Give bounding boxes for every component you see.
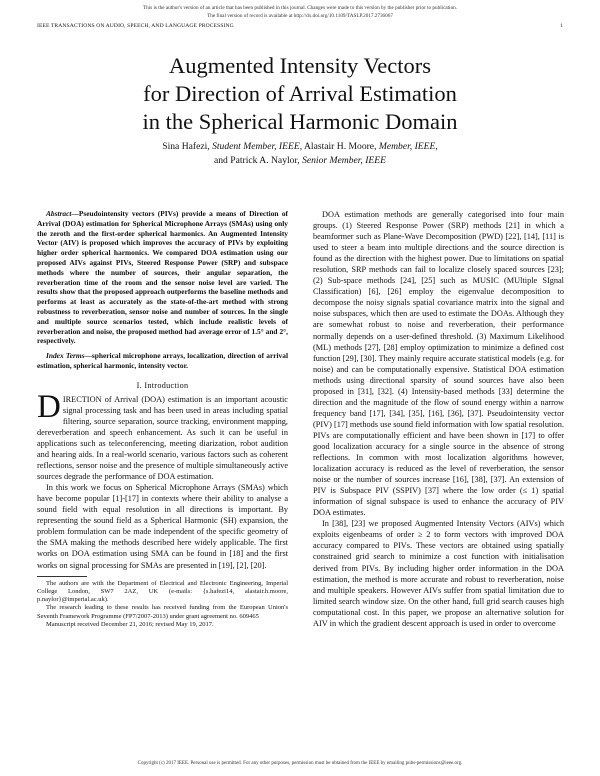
intro-paragraph-text: IRECTION of Arrival (DOA) estimation is an important acoustic signal processing task and has been used in areas including spatial filtering, source separation, source tracking, environment mapping, dereverberation and speech enhancement. As such it can be useful in applications such as teleconferencing, meeting diarization, robot audition and hearing aids. In a real-world scenario, various factors such as coherent reflections, sensor noise and the presence of multiple simultaneously active sources degrade the performance of DOA estimation.	[37, 394, 288, 482]
title-line: for Direction of Arrival Estimation	[143, 81, 457, 106]
intro-paragraph	[37, 388, 288, 482]
index-terms-label: Index Terms	[46, 351, 85, 361]
journal-name: IEEE TRANSACTIONS ON AUDIO, SPEECH, AND LANGUAGE PROCESSING	[37, 23, 234, 29]
author-role: Student Member, IEEE,	[212, 141, 303, 152]
footnote-rule	[37, 576, 87, 577]
publisher-notice-line1: This is the author's version of an article that has been published in this journal. Changes were made to this version by the publisher prior to publication.	[142, 5, 458, 11]
author-role: Senior Member, IEEE	[302, 155, 386, 166]
abstract-text: —Pseudointensity vectors (PIVs) provide a means of Direction of Arrival (DOA) estimation for Spherical Microphone Arrays (SMAs) using only the zeroth and the first-order spherical harmonics. An Augmented Intensity Vector (AIV) is proposed which improves the accuracy of PIVs by exploiting higher order spherical harmonics. We compared DOA estimation using our proposed AIVs against PIVs, Steered Response Power (SRP) and subspace methods where the number of sources, their angular separation, the reverberation time of the room and the sensor noise level are varied. The results show that the proposed approach outperforms the baseline methods and performs at least as accurately as the state-of-the-art method with strong robustness to reverberation, sensor noise and number of sources. In the single and multiple source scenarios tested, which include realistic levels of reverberation and noise, the proposed method had average error of 1.5° and 2°, respectively.	[37, 209, 288, 346]
footnote-affiliation: The authors are with the Department of Electrical and Electronic Engineering, Imperial College London, SW7 2AZ, UK (e-mails: {s.hafezi14, alastair.h.moore, p.naylor}@imperial.ac.uk).	[37, 579, 288, 604]
footnote-funding: The research leading to these results has received funding from the European Union's Seventh Framework Programme (FP7/2007-2013) under grant agreement no. 609465	[37, 604, 288, 620]
publisher-notice-line2: The final version of record is available at http://dx.doi.org/10.1109/TASLP.2017.2736067	[207, 13, 393, 19]
page-number: 1	[560, 23, 563, 29]
running-head	[37, 23, 563, 29]
author-list	[0, 140, 600, 168]
index-terms	[37, 351, 288, 371]
index-terms-text: —spherical microphone arrays, localization, direction of arrival estimation, spherical harmonic, intensity vector.	[37, 351, 288, 370]
abstract-label: Abstract	[46, 209, 72, 218]
footnote-manuscript: Manuscript received December 21, 2016; revised May 19, 2017.	[46, 621, 214, 629]
title-line: Augmented Intensity Vectors	[168, 53, 432, 78]
author-name: Sina Hafezi,	[162, 141, 210, 152]
paper-title	[0, 52, 600, 136]
body-paragraph: DOA estimation methods are generally categorised into four main groups. (1) Steered Response Power (SRP) methods [21] in which a beamformer such as Plane-Wave Decomposition (PWD) [22], [14], [11] is used to steer a beam into multiple directions and the source direction is found as the direction with the highest power. Due to limitations on spatial resolution, SRP methods can fail to localize closely spaced sources [23]; (2) Sub-space methods [24], [25] such as MUSIC (MUltiple SIgnal Classification) [6], [26] employ the eigenvalue decomposition to decompose the noisy signals spatial covariance matrix into the signal and noise subspaces, which then are used to estimate the DOAs. Although they are somewhat robust to noise and reverberation, their performance normally depends on a user-defined threshold. (3) Maximum Likelihood (ML) methods [27], [28] employ optimization to minimize a defined cost function [29], [30]. They mainly require accurate statistical models (e.g. for noise) and can be computationally expensive. Statistical DOA estimation methods using directional sparsity of sound sources have also been proposed in [31], [32]. (4) Intensity-based methods [33] determine the direction and the magnitude of the flow of sound energy within a narrow frequency band [17], [34], [35], [16], [36], [37]. Pseudointensity vector (PIV) [17] methods use sound field information with low spatial resolution. PIVs are computationally efficient and have been shown in [17] to offer good localization accuracy for a single source in the absence of strong reflections. In common with most localization algorithms however, localization accuracy is reduced as the level of reverberation, the sensor noise or the number of sources increase [16], [38], [37]. An extension of PIV is Subspace PIV (SSPIV) [37] where the low order (≤ 1) spatial information of signal subspace is used to enhance the accuracy of PIV DOA estimates.	[313, 210, 564, 518]
author-name: Alastair H. Moore,	[304, 141, 377, 152]
title-line: in the Spherical Harmonic Domain	[142, 109, 458, 134]
author-role: Member, IEEE,	[378, 141, 438, 152]
body-paragraph: In [38], [23] we proposed Augmented Intensity Vectors (AIVs) which exploits eigenbeams of order ≥ 2 to form vectors with improved DOA accuracy compared to PIVs. These vectors are obtained using spatially constrained grid search to minimize a cost function with initialisation derived from PIVs. By including higher order information in the DOA estimation, the method is more accurate and robust to reverberation, noise and multiple speakers. However AIVs suffer from spatial limitation due to limited search window size. On the other hand, full grid search causes high computational cost. In this paper, we propose an alternative solution for AIV in which the gradient descent approach is used in order to overcome	[313, 519, 564, 628]
drop-cap: D	[37, 388, 61, 425]
intro-paragraph: In this work we focus on Spherical Microphone Arrays (SMAs) which have become popular [1]-[17] in contexts where their ability to analyse a sound field with equal resolution in all directions is important. By representing the sound field as a Spherical Harmonic (SH) expansion, the problem formulation can be made independent of the specific geometry of the SMA making the methods described here widely applicable. The first works on DOA estimation using SMA can be found in [18] and the first works on signal processing for SMAs are presented in [19], [2], [20].	[37, 483, 288, 570]
abstract	[37, 209, 288, 346]
section-heading: I. Introduction	[136, 380, 189, 390]
right-column	[313, 209, 564, 629]
copyright-footer: Copyright (c) 2017 IEEE. Personal use is permitted. For any other purposes, permission must be obtained from the IEEE by emailing pubs-permissions@ieee.org.	[137, 761, 463, 766]
author-name: and Patrick A. Naylor,	[213, 155, 300, 166]
left-column	[37, 209, 288, 629]
